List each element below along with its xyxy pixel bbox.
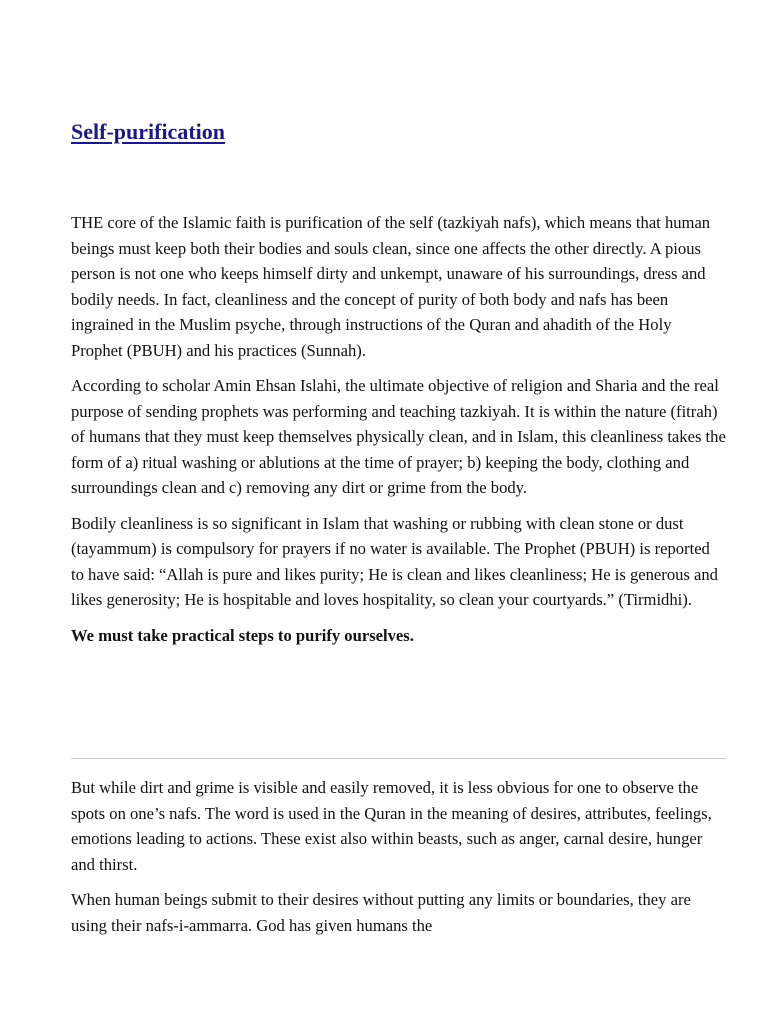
section-divider xyxy=(71,758,726,759)
paragraph-4: But while dirt and grime is visible and easily removed, it is less obvious for one to observe the spots on one’s nafs. The word is used in the Quran in the meaning of desires, attributes, feelings, emotions leading to actions. These exist also within beasts, such as anger, carnal desire, hunger and thirst. xyxy=(71,778,712,874)
article-body-top xyxy=(71,210,726,648)
paragraph-2: According to scholar Amin Ehsan Islahi, the ultimate objective of religion and Sharia and the real purpose of sending prophets was performing and teaching tazkiyah. It is within the nature (fitrah) of humans that they must keep themselves physically clean, and in Islam, this cleanliness takes the form of a) ritual washing or ablutions at the time of prayer; b) keeping the body, clothing and surroundings clean and c) removing any dirt or grime from the body. xyxy=(71,376,726,497)
article-title-link[interactable]: Self-purification xyxy=(71,119,225,144)
paragraph-5: When human beings submit to their desires without putting any limits or boundaries, they are using their nafs-i-ammarra. God has given humans the xyxy=(71,890,691,935)
article-body-bottom xyxy=(71,775,726,948)
paragraph-3: Bodily cleanliness is so significant in Islam that washing or rubbing with clean stone or dust (tayammum) is compulsory for prayers if no water is available. The Prophet (PBUH) is reported to have said: “Allah is pure and likes purity; He is clean and likes cleanliness; He is generous and likes generosity; He is hospitable and loves hospitality, so clean your courtyards.” (Tirmidhi). xyxy=(71,513,718,609)
highlight-statement: We must take practical steps to purify ourselves. xyxy=(71,625,414,645)
paragraph-1: THE core of the Islamic faith is purification of the self (tazkiyah nafs), which means that human beings must keep both their bodies and souls clean, since one affects the other directly. A pious person is not one who keeps himself dirty and unkempt, unaware of his surroundings, dress and bodily needs. In fact, cleanliness and the concept of purity of both body and nafs has been ingrained in the Muslim psyche, through instructions of the Quran and ahadith of the Holy Prophet (PBUH) and his practices (Sunnah). xyxy=(71,213,711,360)
